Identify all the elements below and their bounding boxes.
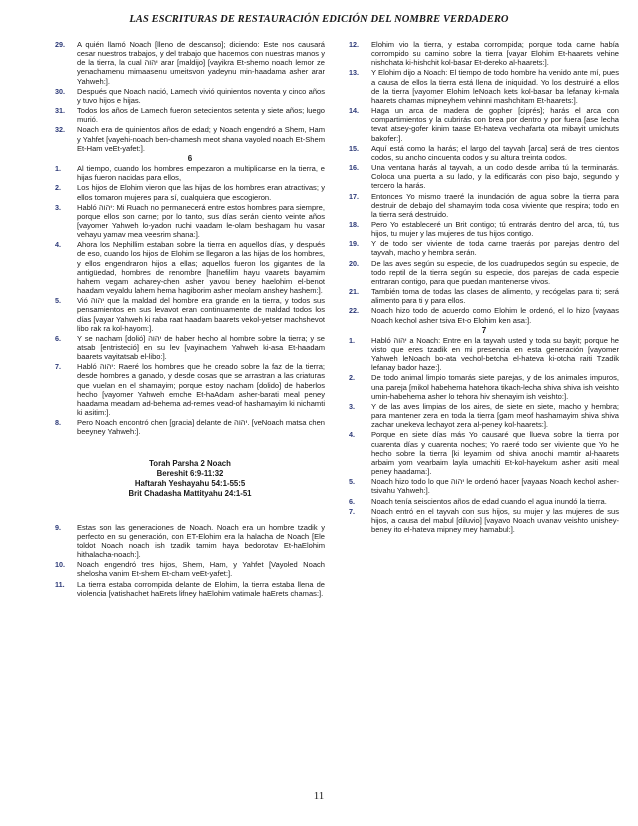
page-number: 11 bbox=[313, 790, 325, 802]
verse-text: Elohim vio la tierra, y estaba corrompida; porque toda carne había corrompido su camino sobre la tierra [vayar Elohim Et-haarets vehine nishchata ki-hishchit kol-basar Et-dereko al-haarets:]. bbox=[371, 40, 619, 68]
verse bbox=[55, 203, 325, 240]
verse bbox=[55, 334, 325, 361]
parsha-line: Torah Parsha 2 Noach bbox=[149, 458, 231, 468]
verse-text: Ahora los Nephillim estaban sobre la tierra en aquellos días, y después de eso, cuando los hijos de Elohim se llegaron a las hijas de los hombres, y ellos engendraron hijos a ellas; aquellos fueron los gigantes de la antigüedad, hombres de renombre [hanefilim hayu vaarets bayamim hahem vegam acharey-chen asher yavou beney haelohim el-benot haadam veyaldu lahem hema hagiborim asher meolam anshey hashem:]. bbox=[77, 240, 325, 296]
verse bbox=[55, 240, 325, 295]
verse-text: Al tiempo, cuando los hombres empezaron a multiplicarse en la tierra, e hijas fueron nacidas para ellos, bbox=[77, 164, 325, 183]
verse bbox=[55, 418, 325, 436]
verse-number: 32. bbox=[55, 125, 65, 135]
verse-number: 30. bbox=[55, 86, 65, 96]
verse-number: 5. bbox=[55, 296, 61, 306]
verse-text: Entonces Yo mismo traeré la inundación de agua sobre la tierra para destruir de debajo del shamayim toda cosa viviente que respira; todo en la tierra será destruido. bbox=[371, 191, 619, 219]
verse bbox=[349, 239, 619, 257]
verse bbox=[55, 580, 325, 598]
verse bbox=[55, 296, 325, 333]
verse bbox=[349, 402, 619, 429]
verse bbox=[55, 125, 325, 152]
verse bbox=[349, 68, 619, 105]
verse-text: Pero Noach encontró chen [gracia] delante de יהוה. [veNoach matsa chen beeyney Yahweh:]. bbox=[77, 418, 325, 437]
verse bbox=[349, 336, 619, 373]
verse-text: Y se nacham [dolió] יהוה de haber hecho al hombre sobre la tierra; y se atsab [entristeció] en su lev [vayinachem Yahweh ki-asa Et-haadam baarets vayitatsab el-libo:]. bbox=[77, 333, 325, 362]
verse-number: 3. bbox=[55, 202, 61, 212]
verse bbox=[349, 373, 619, 400]
verse bbox=[55, 183, 325, 201]
verse-number: 29. bbox=[55, 40, 65, 49]
verse-number: 6. bbox=[349, 496, 355, 506]
verse-number: 18. bbox=[349, 219, 359, 229]
verse-text: De las aves según su especie, de los cuadrupedos según su especie, de todo reptil de la tierra según su especie, dos parejas de cada especie entraran contigo, para que puedan mantenerse vivos. bbox=[371, 258, 619, 286]
verse bbox=[55, 523, 325, 560]
left-column bbox=[55, 40, 325, 599]
verse-text: Porque en siete días más Yo causaré que llueva sobre la tierra por cuarenta días y cuarenta noches; Yo raeré todo ser viviente que Yo he hecho sobre la tierra [ki leyamim od shiva anochi mamtir al-haarets arbaim yom vearbaim layla umachiti Et-kol-hayekum asher asiti meal peney haadama:]. bbox=[371, 430, 619, 477]
verse bbox=[349, 497, 619, 506]
verse-number: 14. bbox=[349, 106, 359, 116]
verse-number: 22. bbox=[349, 306, 359, 316]
verse-number: 19. bbox=[349, 239, 359, 249]
verse-number: 7. bbox=[55, 362, 61, 372]
verse-number: 6. bbox=[55, 333, 61, 343]
verse-text: Habló יהוה: Raeré los hombres que he creado sobre la faz de la tierra; desde hombres a ganado, y desde cosas que se arrastran a las criaturas que vuelan en el shamayim; porque estoy nacham [dolido] de haberlos hecho [vayomer Yahweh emche Et-haAdam asher-barati meal peney haadama meadam ad-behema ad-remes vead-of hashamayim ki nichamti ki asitim:]. bbox=[77, 362, 325, 418]
chapter-number: 7 bbox=[481, 325, 487, 335]
verse-text: Noach era de quinientos años de edad; y Noach engendró a Shem, Ham y Yahfet [vayehi-noach ben-chamesh meot shana vayoled noach Et-Shem Et-Ham veEt-yafet:]. bbox=[77, 125, 325, 153]
verse bbox=[349, 220, 619, 238]
verse-text: También toma de todas las clases de alimento, y recógelas para ti; será alimento para ti y para ellos. bbox=[371, 287, 619, 306]
verse-number: 12. bbox=[349, 40, 359, 49]
chapter-number: 6 bbox=[187, 153, 193, 163]
verse-text: Los hijos de Elohim vieron que las hijas de los hombres eran atractivas; y ellos tomaron mujeres para sí, cualquiera que escogieron. bbox=[77, 183, 325, 202]
verse bbox=[349, 144, 619, 162]
verse-number: 15. bbox=[349, 143, 359, 153]
verse bbox=[349, 507, 619, 534]
verse-text: La tierra estaba corrompida delante de Elohim, la tierra estaba llena de violencia [vatishachet haErets lifney haElohim vatimale haErets chamas:]. bbox=[77, 579, 325, 598]
verse-number: 20. bbox=[349, 258, 359, 268]
verse bbox=[349, 163, 619, 190]
verse-text: Estas son las generaciones de Noach. Noach era un hombre tzadik y perfecto en su generación, con ET-Elohim era la halacha de Noach [Ele toldot Noach noach ish tzadik tamim haya bedorotav Et-haElohim hithalacha-noach:]. bbox=[77, 522, 325, 560]
verse bbox=[349, 192, 619, 219]
verse-text: Haga un arca de madera de gopher [ciprés]; harás el arca con compartimientos y la cubrirás con brea por dentro y por fuera [ase lecha tevat atsey-gofer kinim taase Et-hateva vechafarta ota mibayit umichuts bakofer:]. bbox=[371, 106, 619, 143]
verse bbox=[349, 430, 619, 476]
verse-number: 3. bbox=[349, 401, 355, 411]
verse-number: 1. bbox=[349, 335, 355, 345]
verse-text: De todo animal limpio tomarás siete parejas, y de los animales impuros, una pareja [mikol habehema hatehora tikach-lecha shiva shiva ish veishto umin-habehema asher lo tehora hiv shenayim ish veishto:]. bbox=[371, 373, 619, 401]
verse bbox=[349, 106, 619, 143]
verse bbox=[55, 87, 325, 105]
verse-text: Vió יהוה que la maldad del hombre era grande en la tierra, y todos sus pensamientos en sus levavot eran continuamente de maldad todos los días [vayar Yahweh ki raba raat haadam baarets vekol-yetser machshevot libo rak ra kol-hayom:]. bbox=[77, 296, 325, 333]
verse-number: 31. bbox=[55, 106, 65, 116]
verse-text: Noach tenía seiscientos años de edad cuando el agua inundó la tierra. bbox=[371, 496, 607, 506]
parsha-heading bbox=[55, 459, 325, 499]
verse-text: Y Elohim dijo a Noach: El tiempo de todo hombre ha venido ante mí, pues a causa de ellos la tierra está llena de iniquidad. Yo los destruiré a ellos de la tierra [vayomer Elohim leNoach kets kol-basar ba lefanay ki-mala haarets chamas mipneyhem vehinni mashchitam Et-haarets:]. bbox=[371, 68, 619, 105]
parsha-line: Brit Chadasha Mattityahu 24:1-51 bbox=[128, 488, 252, 498]
verse bbox=[349, 477, 619, 495]
verse-text: Después que Noach nació, Lamech vivió quinientos noventa y cinco años y tuvo hijos e hijas. bbox=[77, 86, 325, 105]
verse-number: 4. bbox=[55, 240, 61, 250]
verse-text: Aquí está como la harás; el largo del tayvah [arca] será de tres cientos codos, su ancho cincuenta codos y su altura treinta codos. bbox=[371, 143, 619, 162]
verse-text: A quién llamó Noach [lleno de descanso]; diciendo: Este nos causará cesar nuestros trabajos, y del trabajo que hacemos con nuestras manos y de la tierra, la cual יהוה arar [maldijo] [vayikra Et-shemo noach lemor ze yenachamenu mimaasenu umeitsvon yadeynu min-haadama asher arar Yahweh:]. bbox=[77, 40, 326, 86]
verse-number: 10. bbox=[55, 560, 65, 570]
verse bbox=[349, 259, 619, 286]
verse-number: 21. bbox=[349, 287, 359, 297]
verse-text: Todos los años de Lamech fueron setecientos setenta y siete años; luego murió. bbox=[77, 106, 325, 125]
verse-number: 4. bbox=[349, 430, 355, 440]
verse bbox=[55, 164, 325, 182]
verse-number: 9. bbox=[55, 522, 61, 532]
verse bbox=[55, 362, 325, 417]
parsha-line: Haftarah Yeshayahu 54:1-55:5 bbox=[134, 478, 246, 488]
verse-number: 2. bbox=[349, 373, 355, 383]
verse-number: 16. bbox=[349, 163, 359, 173]
verse-number: 2. bbox=[55, 183, 61, 193]
verse bbox=[55, 106, 325, 124]
parsha-line: Bereshit 6:9-11:32 bbox=[156, 468, 224, 478]
verse-text: Y de todo ser viviente de toda carne traerás por parejas dentro del tayvah, macho y hembra serán. bbox=[371, 239, 619, 258]
verse-number: 13. bbox=[349, 68, 359, 78]
verse bbox=[349, 40, 619, 67]
verse-text: Una ventana harás al tayvah, a un codo desde arriba tú la terminarás. Coloca una puerta a su lado, y la edificarás con piso bajo, segundo y tercero la harás. bbox=[371, 163, 619, 191]
verse-number: 17. bbox=[349, 191, 359, 201]
verse-text: Pero Yo estableceré un Brit contigo; tú entrarás dentro del arca, tú, tus hijos, tu mujer y las mujeres de tus hijos contigo. bbox=[371, 219, 619, 239]
verse bbox=[55, 560, 325, 578]
verse-number: 11. bbox=[55, 579, 65, 589]
running-header: LAS ESCRITURAS DE RESTAURACIÓN EDICIÓN DEL NOMBRE VERDADERO bbox=[129, 14, 509, 25]
verse-number: 7. bbox=[349, 506, 355, 516]
verse bbox=[349, 306, 619, 324]
verse-text: Noach hizo todo de acuerdo como Elohim le ordenó, el lo hizo [vayaas Noach kechol asher tsiva Et-o Elohim ken asa:]. bbox=[371, 306, 619, 325]
verse-number: 5. bbox=[349, 477, 355, 487]
verse-number: 8. bbox=[55, 418, 61, 428]
verse-text: Y de las aves limpias de los aires, de siete en siete, macho y hembra; para mantener zera en toda la tierra [gam meof hashamayim shiva shiva zachar unekeva lechayot zera al-peney kol-haarets:]. bbox=[371, 401, 619, 430]
verse-text: Habló יהוה a Noach: Entre en la tayvah usted y toda su bayit; porque he visto que eres tzadik en mi presencia en esta generación [vayomer Yahweh leNoach bo-ata vechol-betcha el-hateva ki-otcha raiti Tzadik lefanay bador haze:]. bbox=[371, 335, 619, 373]
verse-text: Noach engendró tres hijos, Shem, Ham, y Yahfet [Vayoled Noach shelosha vanim Et-shem Et-cham veEt-yafet:]. bbox=[77, 560, 325, 579]
verse-text: Noach hizo todo lo que יהוה le ordenó hacer [vayaas Noach kechol asher-tsivahu Yahweh:]. bbox=[371, 477, 619, 496]
verse bbox=[349, 287, 619, 305]
verse-text: Noach entró en el tayvah con sus hijos, su mujer y las mujeres de sus hijos, a causa del mabul [diluvio] [vayavo Noach uvanav veishto unishey-beney ito el-hateva mipney mey hamabul:]. bbox=[371, 506, 619, 534]
right-column bbox=[349, 40, 619, 535]
verse-number: 1. bbox=[55, 164, 61, 174]
verse bbox=[55, 40, 325, 86]
verse-text: Habló יהוה: Mi Ruach no permanecerá entre estos hombres para siempre, porque ellos son carne; por lo tanto, sus días serán ciento veinte años [vayomer Yahweh lo-yadon ruchi vaadam le-olam beshagam hu vasar vehayu yamav mea veesrim shana:]. bbox=[77, 202, 325, 240]
